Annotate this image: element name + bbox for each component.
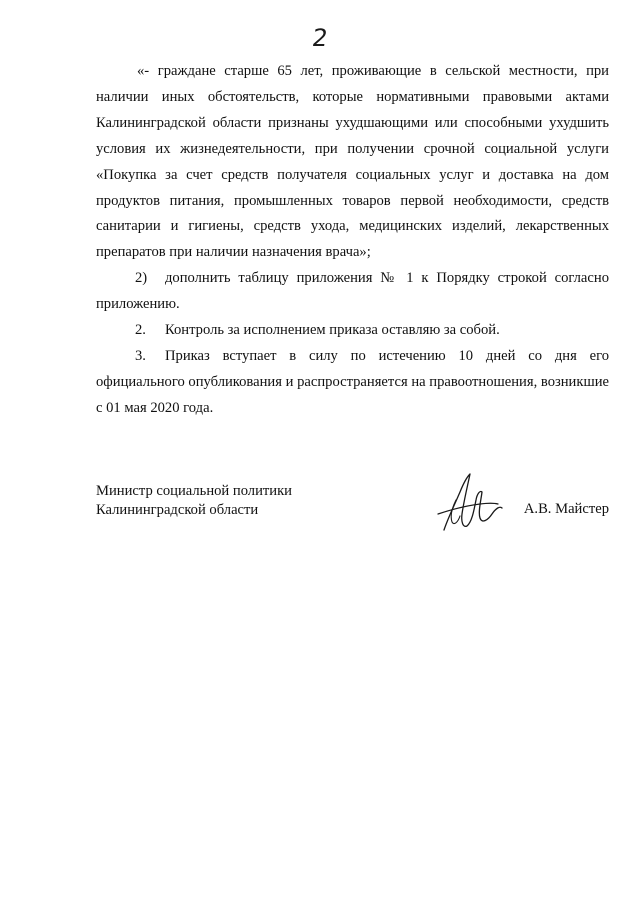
position-line-2: Калининградской области: [96, 502, 259, 518]
signer-name: А.В. Майстер: [523, 501, 609, 517]
item-number: 2): [135, 270, 148, 286]
section-number: 3.: [135, 348, 146, 364]
handwritten-signature-icon: [434, 470, 506, 536]
signer-position: [96, 482, 292, 520]
paragraph-section-2: [96, 318, 609, 344]
section-number: 2.: [135, 322, 146, 338]
section-text: Контроль за исполнением приказа оставляю за собой.: [165, 322, 500, 338]
page-number: 2: [310, 24, 330, 52]
position-line-1: Министр социальной политики: [96, 483, 292, 499]
item-text: дополнить таблицу приложения № 1 к Порядку строкой согласно приложению.: [96, 270, 609, 312]
section-text: Приказ вступает в силу по истечению 10 дней со дня его официального опубликования и распространяется на правоотношения, возникшие с 01 мая 2020 года.: [96, 348, 609, 416]
paragraph-1: «- граждане старше 65 лет, проживающие в сельской местности, при наличии иных обстоятельств, которые нормативными правовыми актами Калининградской области признаны ухудшающими или способными ухудшить условия их жизнедеятельности, при получении срочной социальной услуги «Покупка за счет средств получателя социальных услуг и доставка на дом продуктов питания, промышленных товаров первой необходимости, средств санитарии и гигиены, средств ухода, медицинских изделий, лекарственных препаратов при наличии назначения врача»;: [96, 63, 609, 261]
paragraph-section-3: [96, 344, 609, 422]
paragraph-item-2: [96, 266, 609, 318]
